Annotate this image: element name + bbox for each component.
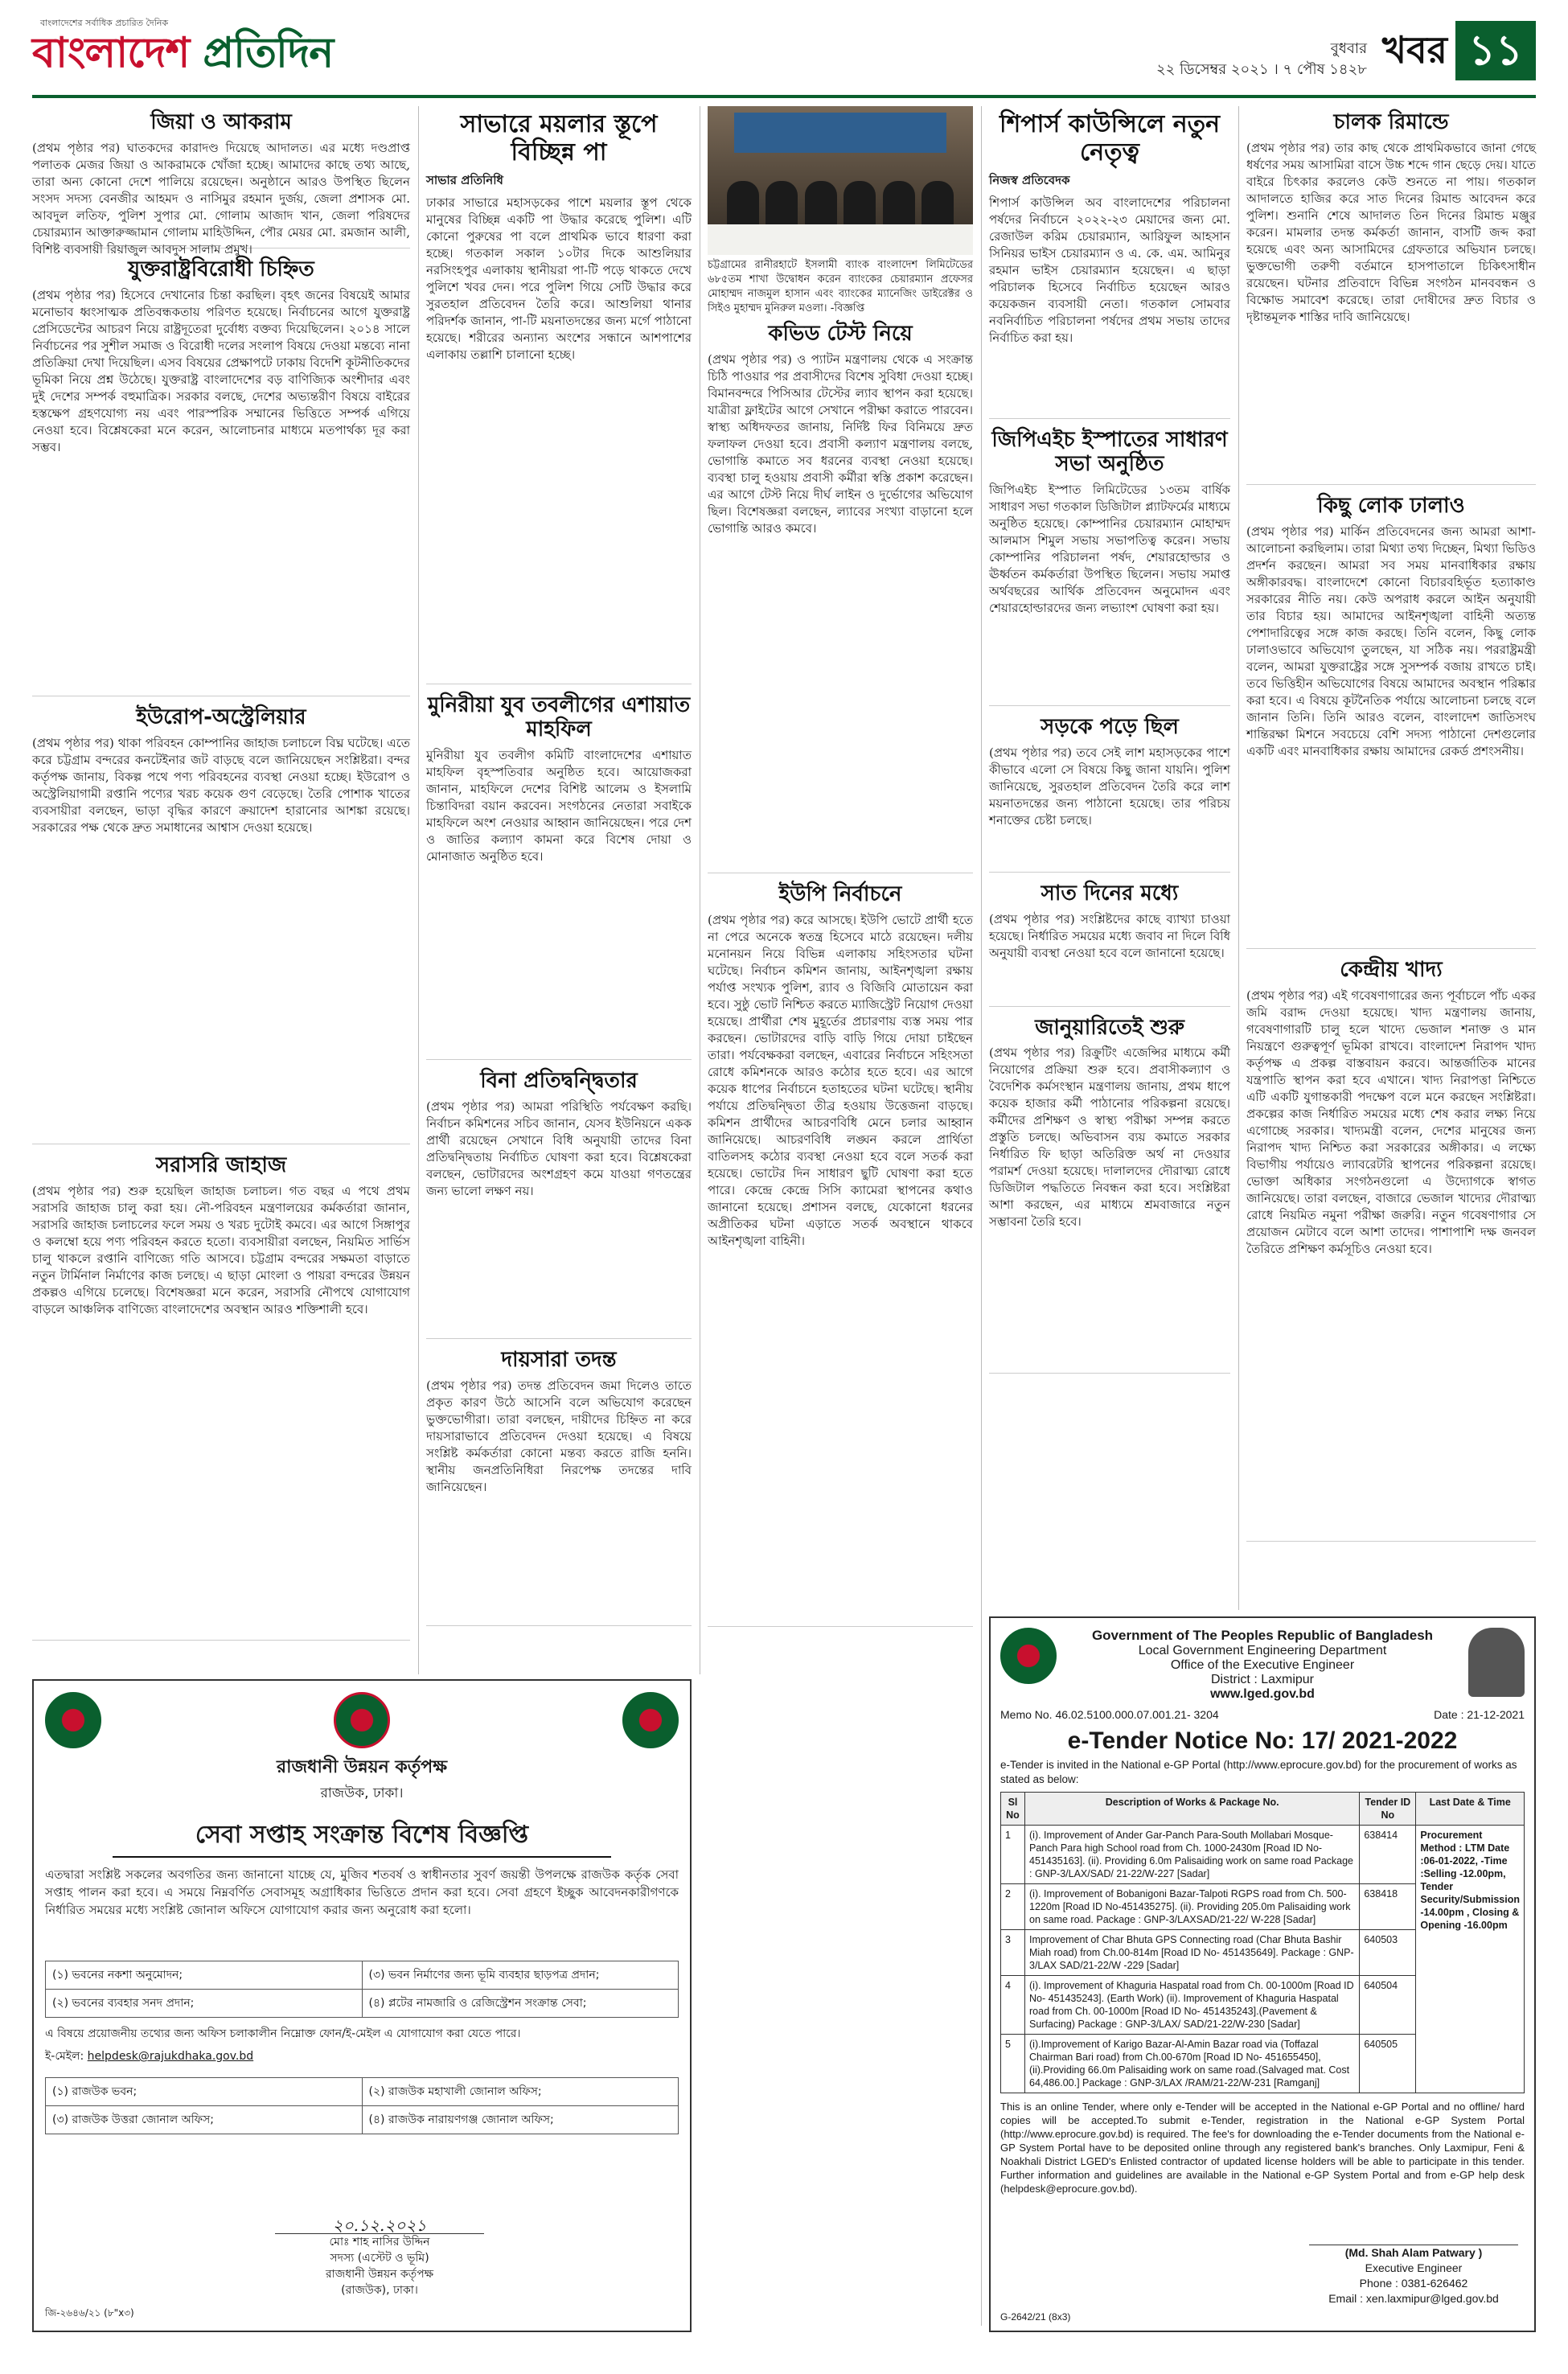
service-item: (৪) প্লটের নামজারি ও রেজিস্ট্রেশন সংক্রান্ত সেবা; [368,1997,587,2010]
signatory-phone: Phone : 0381-626462 [1359,2277,1468,2290]
logo-name-part1: বাংলাদেশ [32,29,190,77]
article-body: (প্রথম পৃষ্ঠার পর) তার কাছ থেকে প্রাথমিকভাবে জানা গেছে ধর্ষণের সময় আসামিরা বাসে উচ্চ শব্দে গান ছেড়ে দেয়। যাতে বাইরে চিৎকার করলেও কেউ শুনতে না পায়। গতকাল আদালতে হাজির করে সাত দিনের রিমান্ড আবেদন করে পুলিশ। শুনানি শেষে আদালত তিন দিনের রিমান্ড মঞ্জুর করেন। মামলার তদন্ত কর্মকর্তা জানান, বাসটি জব্দ করা হয়েছে এবং অন্য আসামিদের গ্রেফতারে অভিযান চলছে। ভুক্তভোগী তরুণী বর্তমানে হাসপাতালে চিকিৎসাধীন রয়েছেন। ঘটনার প্রতিবাদে বিভিন্ন সংগঠন মানববন্ধন ও বিক্ষোভ সমাবেশ করেছে। তারা দোষীদের দ্রুত বিচার ও দৃষ্টান্তমূলক শাস্তির দাবি জানিয়েছে। [1246,140,1536,324]
tender-footer: This is an online Tender, where only e-Tender will be accepted in the National e-GP Portal and no offline/ hard copies will be accepted.To submit e-Tender, registration in the National e-GP System Portal (http://www.eprocure.gov.bd) is required. The fee's for downloading the e-Tender documents from the National e-GP System Portal have to be deposited online through any registered bank's branches. Only Laxmipur, Feni & Noakhali District LGED's Enlisted contractor of updated license holders will be able to participate in this tender. Further information and guidelines are available in the National e-GP System Portal and from e-GP help desk (helpdesk@eprocure.gov.bd). [1000,2101,1525,2195]
district: District : Laxmipur [1210,1673,1315,1686]
article [708,322,973,873]
signatory-org2: (রাজউক), ঢাকা। [341,2284,418,2297]
website-link[interactable]: www.lged.gov.bd [1210,1687,1315,1701]
column-2 [426,106,692,1636]
article [32,1154,410,1641]
cell-id: 638414 [1360,1826,1416,1884]
headline[interactable]: কিছু লোক ঢালাও [1317,493,1465,518]
headline[interactable]: সড়কে পড়ে ছিল [1041,714,1179,739]
headline[interactable]: যুক্তরাষ্ট্রবিরোধী চিহ্নিত [128,257,314,281]
article-body: (প্রথম পৃষ্ঠার পর) করে আসছে। ইউপি ভোটে প্রার্থী হতে না পেরে অনেকে স্বতন্ত্র হিসেবে মাঠে রয়েছেন। দলীয় মনোনয়ন নিয়ে বিভিন্ন এলাকায় সহিংসতার ঘটনা ঘটেছে। নির্বাচন কমিশন জানায়, আইনশৃঙ্খলা রক্ষায় পর্যাপ্ত সংখ্যক পুলিশ, র‌্যাব ও বিজিবি মোতায়েন করা হবে। সুষ্ঠু ভোট নিশ্চিত করতে ম্যাজিস্ট্রেট নিয়োগ দেওয়া হয়েছে। প্রার্থীরা শেষ মুহূর্তের প্রচারণায় ব্যস্ত সময় পার করছেন। ভোটারদের বাড়ি বাড়ি গিয়ে দোয়া চাইছেন তারা। পর্যবেক্ষকরা বলছেন, এবারের নির্বাচনে সহিংসতা রোধে কমিশনকে আরও কঠোর হতে হবে। এর আগে কয়েক ধাপের নির্বাচনে হতাহতের ঘটনা ঘটেছে। স্থানীয় পর্যায়ে প্রতিদ্বন্দ্বিতা তীব্র হওয়ায় উত্তেজনা বাড়ছে। কমিশন প্রার্থীদের আচরণবিধি মেনে চলার আহ্বান জানিয়েছে। আচরণবিধি লঙ্ঘন করলে প্রার্থিতা বাতিলসহ কঠোর ব্যবস্থা নেওয়া হবে বলে সতর্ক করা হয়েছে। ভোটের দিন সাধারণ ছুটি ঘোষণা করা হতে পারে। কেন্দ্রে কেন্দ্রে সিসি ক্যামেরা স্থাপনের কথাও জানানো হয়েছে। প্রশাসন বলছে, যেকোনো ধরনের অপ্রীতিকর ঘটনা এড়াতে সতর্ক অবস্থানে থাকবে আইনশৃঙ্খলা বাহিনী। [708,912,973,1248]
services-row [45,1961,679,1990]
cell-last-date: Procurement Method : LTM Date :06-01-2022, -Time :Selling -12.00pm, Tender Security/Submission -14.00pm , Closing & Opening -16.00pm [1416,1826,1525,2093]
column-divider [981,106,982,2326]
ad-ref: G-2642/21 (8x3) [1000,2311,1071,2323]
article [426,111,692,684]
zone-row [45,2077,679,2106]
ad-title: সেবা সপ্তাহ সংক্রান্ত বিশেষ বিজ্ঞপ্তি [113,1815,611,1858]
byline: সাভার প্রতিনিধি [426,173,503,187]
article-body: (প্রথম পৃষ্ঠার পর) ঘাতকদের কারাদণ্ড দিয়েছে আদালত। এর মধ্যে দণ্ডপ্রাপ্ত পলাতক মেজর জিয়া ও আকরামকে খোঁজা হচ্ছে। আমাদের কাছে তথ্য আছে, তারা অন্য কোনো দেশে পালিয়ে রয়েছেন। অনুষ্ঠানে আরও উপস্থিত ছিলেন সংসদ সদস্য বেনজীর আহমদ ও নাসিমুর রহমান দুর্জয়, জেলা প্রশাসক মো. আবদুল লতিফ, পুলিশ সুপার মো. গোলাম আজাদ খান, জেলা পরিষদের চেয়ারম্যান আক্তারুজ্জামান গোলাম মাহিউদ্দিন, পৌর মেয়র মো. রমজান আলী, বিশিষ্ট ব্যবসায়ী রিয়াজুল আবদুস সালাম প্রমুখ। [32,140,410,257]
th-description: Description of Works & Package No. [1025,1793,1360,1826]
tender-title: e-Tender Notice No: 17/ 2021-2022 [1067,1727,1458,1754]
photo-caption: চট্টগ্রামের রানীরহাটে ইসলামী ব্যাংক বাংলাদেশ লিমিটেডের ৬৮৫তম শাখা উদ্বোধন করেন ব্যাংকের চেয়ারম্যান প্রফেসর মোহাম্মদ নাজমুল হাসান এবং ব্যাংকের ম্যানেজিং ডাইরেক্টর ও সিইও মুহাম্মদ মুনিরুল মওলা। -বিজ্ঞপ্তি [708,259,973,314]
signatory-name: (Md. Shah Alam Patwary ) [1344,2246,1483,2259]
article-body: জিপিএইচ ইস্পাত লিমিটেডের ১৩তম বার্ষিক সাধারণ সভা গতকাল ডিজিটাল প্ল্যাটফর্মের মাধ্যমে অনুষ্ঠিত হয়েছে। কোম্পানির চেয়ারম্যান মোহাম্মদ আলমাস শিমুল সভায় সভাপতিত্ব করেন। সভায় কোম্পানির পরিচালনা পর্ষদ, শেয়ারহোল্ডার ও ঊর্ধ্বতন কর্মকর্তারা উপস্থিত ছিলেন। সভায় সমাপ্ত অর্থবছরের আর্থিক প্রতিবেদন অনুমোদন এবং শেয়ারহোল্ডারদের জন্য লভ্যাংশ ঘোষণা করা হয়। [989,482,1230,615]
headline[interactable]: জিপিএইচ ইস্পাতের সাধারণ সভা অনুষ্ঠিত [991,428,1228,476]
th-last-date: Last Date & Time [1416,1793,1525,1826]
article [1246,959,1536,1542]
headline[interactable]: সাত দিনের মধ্যে [1041,881,1179,906]
headline[interactable]: কভিড টেস্ট নিয়ে [768,322,913,346]
service-item: (১) ভবনের নকশা অনুমোদন; [46,1961,363,1989]
column-3 [708,106,973,1637]
news-photo[interactable] [708,106,973,255]
memo-number: Memo No. 46.02.5100.000.07.001.21- 3204 [1000,1708,1219,1721]
masthead-rule [32,95,1536,98]
ad-email-line [45,2047,679,2066]
cell-desc: (i). Improvement of Ander Gar-Panch Para-South Mollabari Mosque-Panch Para high School road from Ch. 1000-2430m [Road ID No- 451435163]. (ii). Providing 6.0m Palisaiding work on same road Package : GNP-3/LAX/SAD/ 21-22/W-227 [Sadar] [1025,1826,1360,1884]
headline[interactable]: জিয়া ও আকরাম [150,110,292,134]
table-header-row [1001,1793,1525,1826]
article-body: (প্রথম পৃষ্ঠার পর) শুরু হয়েছিল জাহাজ চলাচল। গত বছর এ পথে প্রথম সরাসরি জাহাজ চালু করা হয়। নৌ-পরিবহন মন্ত্রণালয়ের কর্মকর্তারা জানান, সরাসরি জাহাজ চলাচলের ফলে সময় ও খরচ দুটোই কমবে। এর আগে সিঙ্গাপুর ও কলম্বো হয়ে পণ্য পরিবহন করতে হতো। ব্যবসায়ীরা বলছেন, নিয়মিত সার্ভিস চালু থাকলে রপ্তানি বাণিজ্যে গতি আসবে। চট্টগ্রাম বন্দরের সক্ষমতা বাড়াতে নতুন টার্মিনাল নির্মাণের কাজ চলছে। এ ছাড়া মোংলা ও পায়রা বন্দরের উন্নয়ন প্রকল্পও এগিয়ে চলেছে। বিশেষজ্ঞরা মনে করেন, সরাসরি নৌপথে যোগাযোগ বাড়লে আঞ্চলিক বাণিজ্যে বাংলাদেশের অবস্থান আরও শক্তিশালী হবে। [32,1183,410,1316]
newspaper-logo[interactable] [32,14,370,85]
headline[interactable]: বিনা প্রতিদ্বন্দ্বিতার [480,1068,638,1093]
cell-id: 640503 [1360,1930,1416,1976]
headline[interactable]: মুনিরীয়া যুব তবলীগের এশায়াত মাহফিল [427,693,691,741]
article [1246,495,1536,949]
article-body: (প্রথম পৃষ্ঠার পর) এই গবেষণাগারের জন্য পূর্বাচলে পাঁচ একর জমি বরাদ্দ দেওয়া হয়েছে। খাদ্য মন্ত্রণালয় জানায়, গবেষণাগারটি চালু হলে খাদ্যে ভেজাল শনাক্ত ও মান নিয়ন্ত্রণে গুরুত্বপূর্ণ ভূমিকা রাখবে। বাংলাদেশ নিরাপদ খাদ্য কর্তৃপক্ষ এ প্রকল্প বাস্তবায়ন করবে। আন্তর্জাতিক মানের যন্ত্রপাতি স্থাপন করা হবে এখানে। খাদ্য নিরাপত্তা নিশ্চিতে এটি একটি যুগান্তকারী পদক্ষেপ বলে মনে করছেন সংশ্লিষ্টরা। প্রকল্পের কাজ নির্ধারিত সময়ের মধ্যে শেষ করার লক্ষ্য নিয়ে এগোচ্ছে সরকার। খাদ্যমন্ত্রী বলেন, দেশের মানুষের জন্য নিরাপদ খাদ্য নিশ্চিত করা সরকারের অঙ্গীকার। এ লক্ষ্যে বিভাগীয় পর্যায়েও ল্যাবরেটরি স্থাপনের পরিকল্পনা রয়েছে। ভোক্তা অধিকার সংগঠনগুলো এ উদ্যোগকে স্বাগত জানিয়েছে। তারা বলছেন, বাজারে ভেজাল খাদ্যের দৌরাত্ম্য রোধে নিয়মিত নমুনা পরীক্ষা জরুরি। নতুন গবেষণাগার সে প্রয়োজন মেটাবে বলে আশা তাদের। পাশাপাশি দক্ষ জনবল তৈরিতে প্রশিক্ষণ কর্মসূচিও নেওয়া হবে। [1246,988,1536,1256]
tender-intro: e-Tender is invited in the National e-GP Portal (http://www.eprocure.gov.bd) for the procurement of works as stated as below: [1000,1759,1517,1785]
article-body: (প্রথম পৃষ্ঠার পর) হিসেবে দেখানোর চিন্তা করছিল। বৃহৎ জনের বিষয়েই আমার মনোভাব ধ্বংসাত্মক প্রতিবন্ধকতায় পরিণত হয়েছে। নির্বাচনের আগে যুক্তরাষ্ট্র প্রেসিডেন্টের আচরণ নিয়ে রাষ্ট্রদূতেরা দুর্বোধ্য বক্তব্য দিয়েছিলেন। ২০১৪ সালে নির্বাচনের পর সুশীল সমাজ ও বিরোধী দলের সংলাপ বিষয়ে দেওয়া মন্তব্যে নানা প্রতিক্রিয়া দেখা দিয়েছিল। এসব বিষয়ের প্রেক্ষাপটে ঢাকায় বিদেশি কূটনীতিকদের ভূমিকা নিয়ে প্রশ্ন উঠেছে। যুক্তরাষ্ট্র বাংলাদেশের বড় বাণিজ্যিক অংশীদার এবং দুই দেশের সম্পর্ক বহুমাত্রিক। সরকার বলছে, দেশের অভ্যন্তরীণ বিষয়ে বাইরের হস্তক্ষেপ গ্রহণযোগ্য নয় এবং পারস্পরিক সম্মানের ভিত্তিতে সম্পর্ক এগিয়ে নেওয়া হবে। বিশ্লেষকেরা মনে করেন, আলোচনার মাধ্যমে মতপার্থক্য দূর করা সম্ভব। [32,287,410,454]
cell-id: 640504 [1360,1976,1416,2035]
zone-item: (৩) রাজউক উত্তরা জোনাল অফিস; [46,2106,363,2134]
service-item: (৩) ভবন নির্মাণের জন্য ভূমি ব্যবহার ছাড়পত্র প্রদান; [368,1969,600,1982]
headline[interactable]: সাভারে ময়লার স্তূপে বিচ্ছিন্ন পা [460,110,658,166]
cell-desc: (i). Improvement of Khaguria Haspatal road from Ch. 00-1000m [Road ID No- 451435243]. (Earth Work) (ii). Improvement of Khaguria Haspatal road from Ch. 00-1000m [Road ID No- 451435243].(Pavement & Surfacing) Package : GNP-3/LAX/ SAD/21-22/W-230 [Sadar] [1025,1976,1360,2035]
helpdesk-email-link[interactable]: helpdesk@rajukdhaka.gov.bd [87,2050,254,2063]
column-5 [1246,106,1536,1551]
article-body: মুনিরীয়া যুব তবলীগ কমিটি বাংলাদেশের এশায়াত মাহফিল বৃহস্পতিবার অনুষ্ঠিত হবে। আয়োজকরা জানান, মাহফিলে দেশের বিশিষ্ট আলেম ও ইসলামি চিন্তাবিদরা বয়ান করবেন। সংগঠনের নেতারা সবাইকে মাহফিলে অংশ নেওয়ার আহ্বান জানিয়েছেন। পরে দেশ ও জাতির কল্যাণ কামনা করে বিশেষ দোয়া ও মোনাজাত অনুষ্ঠিত হবে। [426,747,692,864]
signature-date: ২০.১২.২০২১ [275,2217,484,2234]
lged-tender-advertisement [989,1616,1536,2332]
section-name: খবর [1381,28,1447,72]
logo-name [32,27,333,79]
golden-jubilee-logo [1000,1628,1057,1684]
column-divider [1238,106,1239,1610]
article-body: ঢাকার সাভারে মহাসড়কের পাশে ময়লার স্তূপ থেকে মানুষের বিচ্ছিন্ন একটি পা উদ্ধার করেছে পুলিশ। এটি কোনো পুরুষের পা বলে প্রাথমিক ভাবে ধারণা করা হচ্ছে। গতকাল সকাল ১০টার দিকে আশুলিয়ার নরসিংহপুর এলাকায় স্থানীয়রা পা-টি পড়ে থাকতে দেখে পুলিশে খবর দেন। পরে পুলিশ গিয়ে সেটি উদ্ধার করে সুরতহাল প্রতিবেদন তৈরি করে। আশুলিয়া থানার পরিদর্শক জানান, পা-টি ময়নাতদন্তের জন্য মর্গে পাঠানো হয়েছে। শরীরের অন্যান্য অংশের সন্ধানে আশপাশের এলাকায় তল্লাশি চালানো হচ্ছে। [426,195,692,362]
byline: নিজস্ব প্রতিবেদক [989,173,1070,187]
date: ২২ ডিসেম্বর ২০২১ । ৭ পৌষ ১৪২৮ [1155,61,1367,78]
cell-sl: 5 [1001,2035,1025,2093]
memo-line [1000,1708,1525,1721]
article [708,883,973,1627]
article [426,694,692,1060]
article-body: (প্রথম পৃষ্ঠার পর) থাকা পরিবহন কোম্পানির জাহাজ চলাচলে বিঘ্ন ঘটেছে। এতে করে চট্টগ্রাম বন্দরের কনটেইনার জট বাড়ছে বলে জানিয়েছেন সংশ্লিষ্টরা। বন্দর কর্তৃপক্ষ জানায়, বিকল্প পথে পণ্য পরিবহনের ব্যবস্থা নেওয়া হচ্ছে। ইউরোপ ও অস্ট্রেলিয়াগামী রপ্তানি পণ্যের খরচ কয়েক গুণ বেড়েছে। তৈরি পোশাক খাতের ব্যবসায়ীরা বলছেন, ভাড়া বৃদ্ধির কারণে ক্রয়াদেশ হারানোর আশঙ্কা রয়েছে। সরকারের পক্ষ থেকে দ্রুত সমাধানের আশ্বাস দেওয়া হয়েছে। [32,735,410,835]
article [1246,111,1536,485]
article [32,258,410,696]
table-row [1001,1826,1525,1884]
column-1 [32,106,410,1650]
article [426,1349,692,1626]
zone-item: (৪) রাজউক নারায়ণগঞ্জ জোনাল অফিস; [368,2113,554,2126]
headline[interactable]: চালক রিমান্ডে [1333,110,1449,134]
signatory-title: Executive Engineer [1365,2261,1463,2274]
cell-sl: 1 [1001,1826,1025,1884]
dateline [1156,39,1367,80]
cell-desc: (i). Improvement of Bobanigoni Bazar-Talpoti RGPS road from Ch. 500- 1220m [Road ID No-451435275]. (ii). Providing 205.0m Palisaiding work on same road. Package : GNP-3/LAXSAD/21-22/ W-228 [Sadar] [1025,1884,1360,1930]
cell-sl: 3 [1001,1930,1025,1976]
portrait-icon [1468,1628,1525,1697]
office-name: Office of the Executive Engineer [1170,1658,1355,1672]
article-body: (প্রথম পৃষ্ঠার পর) ও প্যাটন মন্ত্রণালয় থেকে এ সংক্রান্ত চিঠি পাওয়ার পর প্রবাসীদের বিশেষ সুবিধা দেওয়া হচ্ছে। বিমানবন্দরে পিসিআর টেস্টের ল্যাব স্থাপন করা হয়েছে। যাত্রীরা ফ্লাইটের আগে সেখানে পরীক্ষা করাতে পারবেন। স্বাস্থ্য অধিদফতর জানায়, নির্দিষ্ট ফির বিনিময়ে দ্রুত ফলাফল দেওয়া হবে। প্রবাসী কল্যাণ মন্ত্রণালয় বলছে, ভোগান্তি কমাতে সব ধরনের ব্যবস্থা নেওয়া হয়েছে। ব্যবস্থা চালু হওয়ায় প্রবাসী কর্মীরা স্বস্তি প্রকাশ করেছেন। এর আগে টেস্ট নিয়ে দীর্ঘ লাইন ও দুর্ভোগের অভিযোগ ছিল। বিশেষজ্ঞরা বলছেন, ল্যাবের সংখ্যা বাড়ানো হলে ভোগান্তি আরও কমবে। [708,351,973,536]
column-divider [418,106,419,1674]
headline[interactable]: কেন্দ্রীয় খাদ্য [1340,957,1443,982]
signatory-email[interactable]: Email : xen.laxmipur@lged.gov.bd [1328,2292,1499,2305]
ad-org: রাজধানী উন্নয়ন কর্তৃপক্ষ [276,1757,448,1777]
cell-desc: Improvement of Char Bhuta GPS Connecting road (Char Bhuta Bashir Miah road) from Ch.00-814m [Road ID No- 451435649]. Package : GNP-3/LAX SAD/21-22/W -229 [Sadar] [1025,1930,1360,1976]
article [32,706,410,1144]
rajuk-seal-icon [334,1692,390,1748]
email-label: ই-মেইল: [45,2050,84,2063]
signatory-title: সদস্য (এস্টেট ও ভূমি) [330,2252,429,2265]
column-4 [989,106,1230,1383]
th-tender-id: Tender ID No [1360,1793,1416,1826]
signatory-org: রাজধানী উন্নয়ন কর্তৃপক্ষ [325,2268,434,2281]
tender-signature [1309,2221,1518,2306]
logo-tagline: বাংলাদেশের সর্বাধিক প্রচারিত দৈনিক [40,18,169,28]
ad-ref: জি-২৬৪৬/২১ (৮"x৩) [45,2307,134,2319]
article [989,716,1230,873]
photo-banner [734,113,946,153]
th-sl: Sl No [1001,1793,1025,1826]
golden-jubilee-logo [622,1692,679,1748]
services-row [45,1990,679,2018]
page-number: ১১ [1455,21,1536,80]
ad-org-sub: রাজউক, ঢাকা। [320,1785,404,1801]
article-body: (প্রথম পৃষ্ঠার পর) তবে সেই লাশ মহাসড়কের পাশে কীভাবে এলো সে বিষয়ে কিছু জানা যায়নি। পুলিশ জানিয়েছে, সুরতহাল প্রতিবেদন তৈরি করে লাশ ময়নাতদন্তের জন্য পাঠানো হয়েছে। তার পরিচয় শনাক্তের চেষ্টা চলছে। [989,745,1230,828]
ad-note: এ বিষয়ে প্রয়োজনীয় তথ্যের জন্য অফিস চলাকালীন নিম্নোক্ত ফোন/ই-মেইল এ যোগাযোগ করা যেতে পারে। [45,2027,521,2040]
headline[interactable]: ইউপি নির্বাচনে [778,881,902,906]
cell-sl: 2 [1001,1884,1025,1930]
article [989,429,1230,706]
tender-table [1000,1792,1525,2093]
cell-id: 640505 [1360,2035,1416,2093]
ad-body: এতদ্বারা সংশ্লিষ্ট সকলের অবগতির জন্য জানানো যাচ্ছে যে, মুজিব শতবর্ষ ও স্বাধীনতার সুবর্ণ জয়ন্তী উপলক্ষে রাজউক কর্তৃক সেবা সপ্তাহ পালন করা হবে। এ সময়ে নিম্নবর্ণিত সেবাসমূহ অগ্রাধিকার ভিত্তিতে প্রদান করা হবে। সেবা গ্রহণে ইচ্ছুক আবেদনকারীগণকে নির্ধারিত সময়ের মধ্যে সংশ্লিষ্ট জোনাল অফিসে যোগাযোগ করার জন্য অনুরোধ করা হলো। [45,1867,679,1917]
weekday: বুধবার [1330,40,1367,57]
mujib-borsho-logo [45,1692,101,1748]
signature-mark [1309,2221,1518,2245]
photo-table [708,224,973,255]
ad-signature [275,2217,484,2298]
article-body: (প্রথম পৃষ্ঠার পর) সংশ্লিষ্টদের কাছে ব্যাখ্যা চাওয়া হয়েছে। নির্ধারিত সময়ের মধ্যে জবাব না দিলে বিধি অনুযায়ী ব্যবস্থা নেওয়া হবে বলে জানানো হয়েছে। [989,911,1230,960]
zone-item: (১) রাজউক ভবন; [46,2078,363,2105]
headline[interactable]: জানুয়ারিতেই শুরু [1035,1015,1184,1040]
dept-name: Local Government Engineering Department [1138,1644,1387,1657]
article-body: শিপার্স কাউন্সিল অব বাংলাদেশের পরিচালনা পর্ষদের নির্বাচনে ২০২২-২৩ মেয়াদের জন্য মো. রেজাউল করিম চেয়ারম্যান, আরিফুল আহসান সিনিয়র ভাইস চেয়ারম্যান ও এ. কে. এম. আমিনুর রহমান ভাইস চেয়ারম্যান হয়েছেন। এ ছাড়া পরিচালক হিসেবে নির্বাচিত হয়েছেন আরও কয়েকজন ব্যবসায়ী নেতা। গতকাল সোমবার নবনির্বাচিত পরিচালনা পর্ষদের প্রথম সভায় তাদের নির্বাচিত করা হয়। [989,195,1230,345]
headline[interactable]: সরাসরি জাহাজ [155,1152,287,1177]
article [426,1070,692,1339]
article-body: (প্রথম পৃষ্ঠার পর) তদন্ত প্রতিবেদন জমা দিলেও তাতে প্রকৃত কারণ উঠে আসেনি বলে অভিযোগ করেছেন ভুক্তভোগীরা। তারা বলছেন, দায়ীদের চিহ্নিত না করে দায়সারাভাবে প্রতিবেদন দেওয়া হয়েছে। এ বিষয়ে সংশ্লিষ্ট কর্মকর্তারা কোনো মন্তব্য করতে রাজি হননি। স্থানীয় জনপ্রতিনিধিরা নিরপেক্ষ তদন্তের দাবি জানিয়েছেন। [426,1378,692,1494]
gov-name: Government of The Peoples Republic of Bangladesh [1091,1628,1434,1643]
headline[interactable]: শিপার্স কাউন্সিলে নতুন নেতৃত্ব [999,110,1221,166]
service-item: (২) ভবনের ব্যবহার সনদ প্রদান; [46,1990,363,2017]
memo-date: Date : 21-12-2021 [1434,1708,1525,1721]
signatory-name: মোঃ শাহ নাসির উদ্দিন [329,2236,430,2249]
headline[interactable]: ইউরোপ-অস্ট্রেলিয়ার [136,704,306,729]
cell-sl: 4 [1001,1976,1025,2035]
article [989,882,1230,1007]
article [989,111,1230,419]
zone-item: (২) রাজউক মহাখালী জোনাল অফিস; [368,2085,542,2098]
headline[interactable]: দায়সারা তদন্ত [501,1347,617,1372]
article-body: (প্রথম পৃষ্ঠার পর) রিক্রুটিং এজেন্সির মাধ্যমে কর্মী নিয়োগের প্রক্রিয়া শুরু হবে। প্রবাসীকল্যাণ ও বৈদেশিক কর্মসংস্থান মন্ত্রণালয় জানায়, প্রথম ধাপে কয়েক হাজার কর্মী পাঠানোর পরিকল্পনা রয়েছে। কর্মীদের প্রশিক্ষণ ও স্বাস্থ্য পরীক্ষা সম্পন্ন করতে প্রস্তুতি চলছে। অভিবাসন ব্যয় কমাতে সরকার নির্ধারিত ফি ছাড়া অতিরিক্ত অর্থ না দেওয়ার পরামর্শ দেওয়া হয়েছে। দালালদের দৌরাত্ম্য রোধে ডিজিটাল পদ্ধতিতে নিবন্ধন করা হবে। সংশ্লিষ্টরা আশা করছেন, এর মাধ্যমে শ্রমবাজারে নতুন সম্ভাবনা তৈরি হবে। [989,1045,1230,1230]
tender-header [1092,1628,1433,1702]
masthead [32,14,1536,88]
article-body: (প্রথম পৃষ্ঠার পর) মার্কিন প্রতিবেদনের জন্য আমরা আশা-আলোচনা করছিলাম। তারা মিথ্যা তথ্য দিচ্ছেন, মিথ্যা ভিডিও প্রদর্শন করছেন। আমরা সব সময় মানবাধিকার রক্ষায় অঙ্গীকারবদ্ধ। বাংলাদেশে কোনো বিচারবহির্ভূত হত্যাকাণ্ড সরকারের নীতি নয়। কেউ অপরাধ করলে আইন অনুযায়ী তার বিচার হয়। আমাদের আইনশৃঙ্খলা বাহিনী অত্যন্ত পেশাদারিত্বের সঙ্গে কাজ করছে। তিনি বলেন, কিছু লোক ঢালাওভাবে অভিযোগ তুলছেন, যা সঠিক নয়। পররাষ্ট্রমন্ত্রী বলেন, আমরা যুক্তরাষ্ট্রের সঙ্গে সুসম্পর্ক বজায় রাখতে চাই। তবে ভিত্তিহীন অভিযোগের বিষয়ে আমাদের অবস্থান পরিষ্কার করা হবে। এ বিষয়ে কূটনৈতিক পর্যায়ে আলোচনা চলছে বলে জানান তিনি। তিনি আরও বলেন, বাংলাদেশ জাতিসংঘ শান্তিরক্ষা মিশনে সবচেয়ে বেশি সদস্য পাঠানো দেশগুলোর একটি এবং মানবাধিকার রক্ষায় আমাদের রেকর্ড প্রশংসনীয়। [1246,524,1536,758]
article-body: (প্রথম পৃষ্ঠার পর) আমরা পরিস্থিতি পর্যবেক্ষণ করছি। নির্বাচন কমিশনের সচিব জানান, যেসব ইউনিয়নে একক প্রার্থী রয়েছেন সেখানে বিধি অনুযায়ী তাদের বিনা প্রতিদ্বন্দ্বিতায় নির্বাচিত ঘোষণা করা হবে। বিশ্লেষকেরা বলছেন, ভোটারদের অংশগ্রহণ কমে যাওয়া গণতন্ত্রের জন্য ভালো লক্ষণ নয়। [426,1099,692,1198]
article [32,110,410,257]
cell-desc: (i).Improvement of Karigo Bazar-Al-Amin Bazar road via (Toffazal Chairman Bari road) from Ch.00-670m [Road ID No- 451655450], (ii).Providing 66.0m Palisaiding work on same road.(Salvaged mat. Cost 64,486.00.] Package : GNP-3/LAX /RAM/21-22/W-231 [Ramganj] [1025,2035,1360,2093]
cell-id: 638418 [1360,1884,1416,1930]
zone-row [45,2106,679,2134]
article [989,1017,1230,1374]
logo-name-part2: প্রতিদিন [189,29,334,77]
rajuk-advertisement [32,1679,692,2332]
